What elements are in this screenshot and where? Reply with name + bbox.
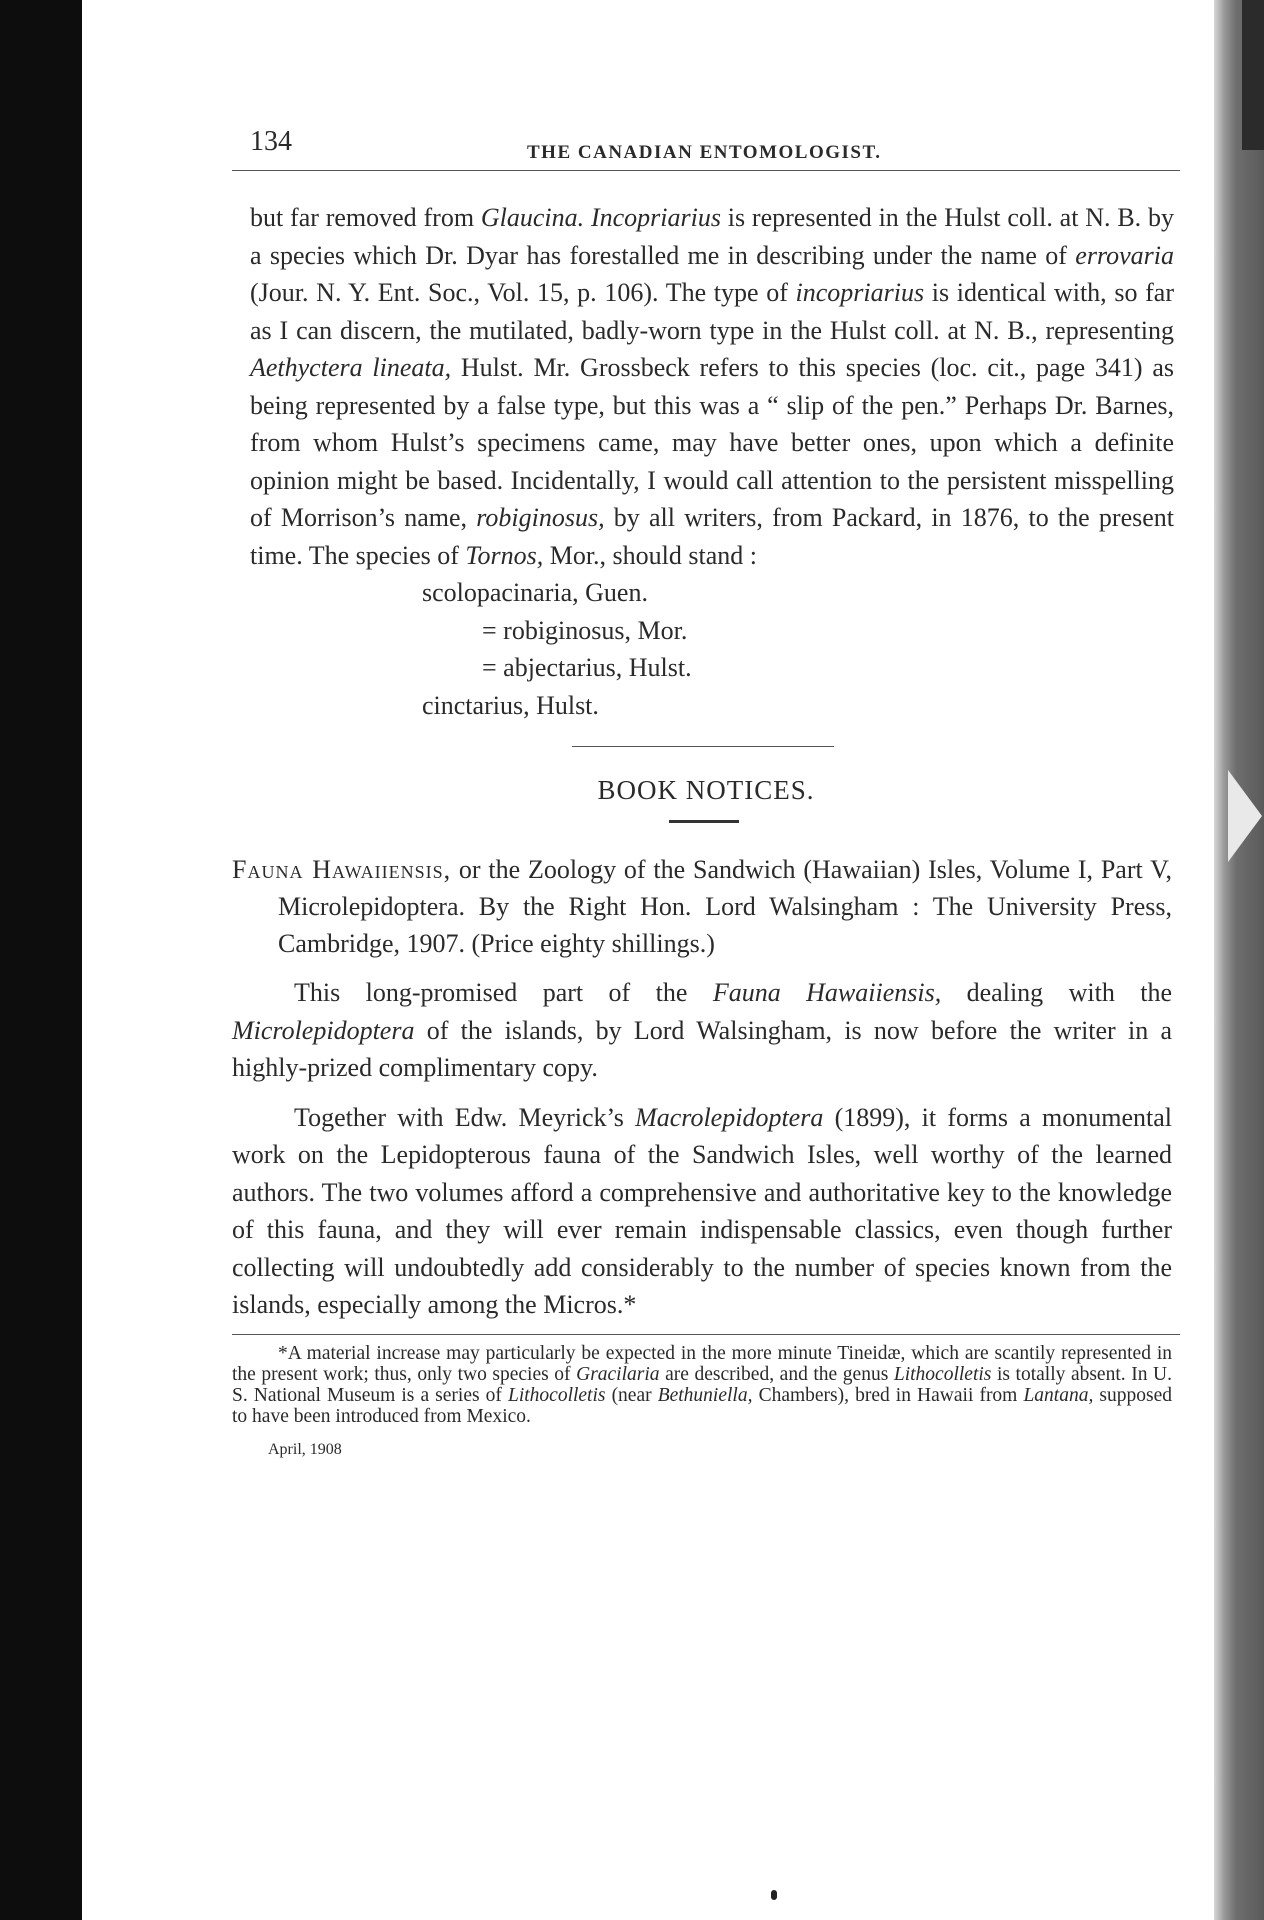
scan-speck [771,1890,777,1900]
scan-right-edge-shadow [1242,0,1264,150]
section-heading: BOOK NOTICES. [597,775,815,805]
page-number: 134 [250,126,292,157]
issue-date: April, 1908 [268,1440,342,1458]
synonymy-item: cinctarius, Hulst. [422,690,599,720]
footnote: *A material increase may particularly be expected in the more minute Tineidæ, which are scantily represented in the present work; thus, only two species of Gracilaria are described, and the genus Lithocolletis is totally absent. In U. S. National Museum is a series of Lithocolletis (near Bethuniella, Chambers), bred in Hawaii from Lantana, supposed to have been introduced from Mexico. [232,1342,1172,1427]
journal-title: THE CANADIAN ENTOMOLOGIST. [527,142,882,163]
synonymy-list [232,574,1180,724]
paragraph-review-2: Together with Edw. Meyrick’s Macrolepidoptera (1899), it forms a monumental work on the Lepidopterous fauna of the Sandwich Isles, well worthy of the learned authors. The two volumes afford a comprehensive and authoritative key to the knowledge of this fauna, and they will ever remain indispensable classics, even though further collecting will undoubtedly add considerably to the number of species known from the islands, especially among the Micros.* [232,1102,1172,1319]
footnote-divider [232,1334,1180,1335]
running-head [232,110,1180,171]
paragraph-review-1: This long-promised part of the Fauna Hawaiiensis, dealing with the Microlepidoptera of the islands, by Lord Walsingham, is now before the writer in a highly-prized complimentary copy. [232,978,1173,1082]
paragraph-opening: but far removed from Glaucina. Incopriarius is represented in the Hulst coll. at N. B. by a species which Dr. Dyar has forestalled me in describing under the name of errovaria (Jour. N. Y. Ent. Soc., Vol. 15, p. 106). The type of incopriarius is identical with, so far as I can discern, the mutilated, badly-worn type in the Hulst coll. at N. B., representing Aethyctera lineata, Hulst. Mr. Grossbeck refers to this species (loc. cit., page 341) as being represented by a false type, but this was a “ slip of the pen.” Perhaps Dr. Barnes, from whom Hulst’s specimens came, may have better ones, upon which a definite opinion might be based. Incidentally, I would call attention to the persistent misspelling of Morrison’s name, robiginosus, by all writers, from Packard, in 1876, to the present time. The species of Tornos, Mor., should stand : [250,203,1174,570]
synonymy-item: scolopacinaria, Guen. [422,578,648,607]
synonymy-item: = abjectarius, Hulst. [482,653,692,682]
scan-left-border [0,0,82,1920]
page-content [232,110,1180,1459]
heading-underline [669,820,739,823]
next-page-arrow-icon[interactable] [1228,770,1262,862]
section-divider [572,746,834,747]
book-citation: Fauna Hawaiiensis, or the Zoology of the Sandwich (Hawaiian) Isles, Volume I, Part V, Microlepidoptera. By the Right Hon. Lord Walsingham : The University Press, Cambridge, 1907. (Price eighty shillings.) [232,855,1172,958]
synonymy-item: = robiginosus, Mor. [482,615,688,645]
scan-right-edge [1214,0,1264,1920]
